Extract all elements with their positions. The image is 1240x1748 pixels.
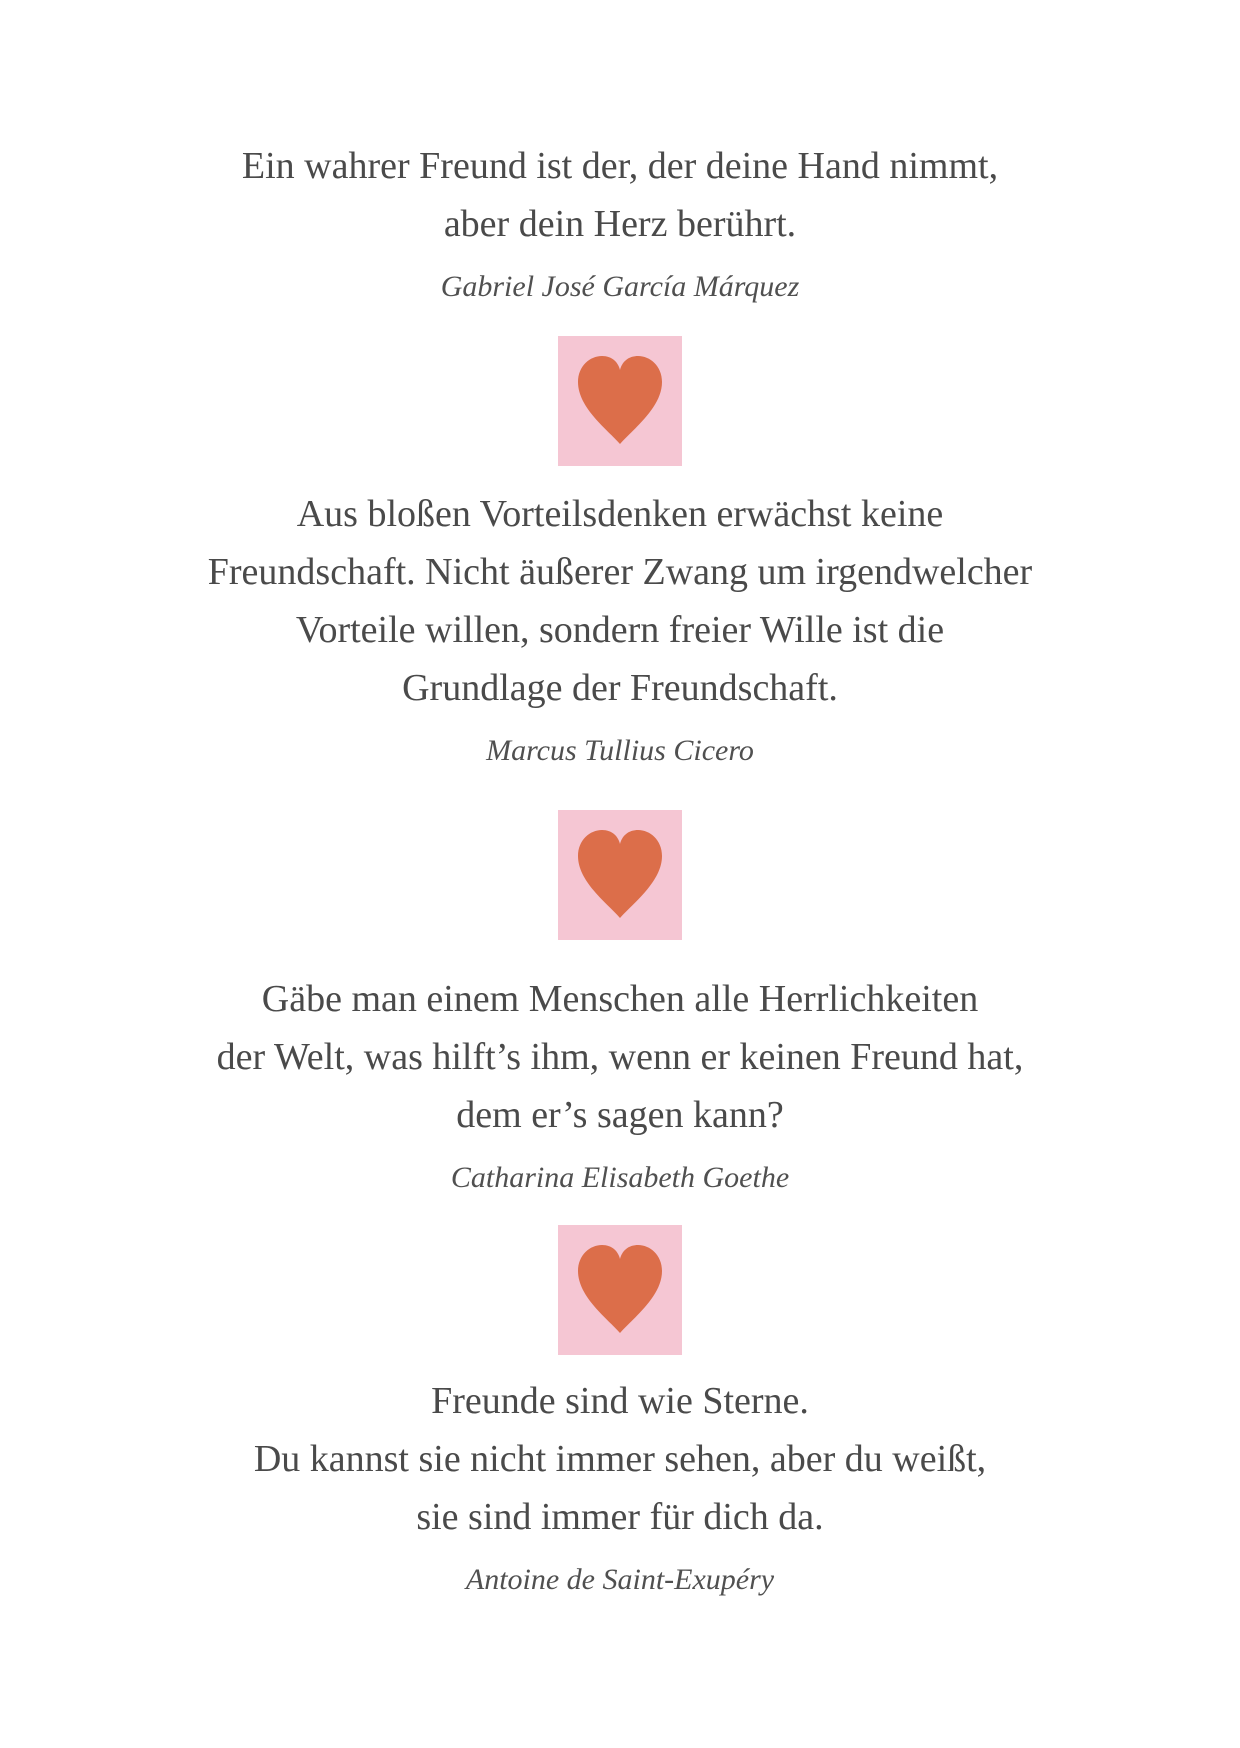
quote-text — [0, 137, 1240, 253]
heart-divider — [558, 336, 682, 466]
quote-3 — [0, 970, 1240, 1198]
heart-divider — [558, 1225, 682, 1355]
quote-line: Grundlage der Freundschaft. — [402, 667, 838, 709]
quote-line: Aus bloßen Vorteilsdenken erwächst keine — [296, 493, 944, 535]
quote-line: Vorteile willen, sondern freier Wille ist die — [295, 609, 945, 651]
heart-icon — [572, 350, 668, 450]
quote-author: Marcus Tullius Cicero — [486, 734, 754, 767]
quote-line: der Welt, was hilft’s ihm, wenn er keinen Freund hat, — [216, 1036, 1024, 1078]
quote-line: Du kannst sie nicht immer sehen, aber du weißt, — [253, 1438, 987, 1480]
quote-line: sie sind immer für dich da. — [416, 1496, 824, 1538]
quote-text — [0, 970, 1240, 1144]
quote-line: Gäbe man einem Menschen alle Herrlichkeiten — [261, 978, 979, 1020]
quote-line: Freundschaft. Nicht äußerer Zwang um irgendwelcher — [207, 551, 1033, 593]
quote-line: dem er’s sagen kann? — [456, 1094, 784, 1136]
quote-text — [0, 485, 1240, 717]
heart-divider — [558, 810, 682, 940]
quote-2 — [0, 485, 1240, 771]
quote-1 — [0, 137, 1240, 307]
quote-text — [0, 1372, 1240, 1546]
heart-icon — [572, 824, 668, 924]
quote-line: Ein wahrer Freund ist der, der deine Hand nimmt, — [241, 145, 999, 187]
heart-icon — [572, 1239, 668, 1339]
quote-line: Freunde sind wie Sterne. — [431, 1380, 809, 1422]
quote-4 — [0, 1372, 1240, 1600]
quote-author: Gabriel José García Márquez — [440, 270, 800, 303]
quote-author: Antoine de Saint-Exupéry — [465, 1563, 775, 1596]
quote-line: aber dein Herz berührt. — [443, 203, 797, 245]
quote-author: Catharina Elisabeth Goethe — [450, 1161, 790, 1194]
